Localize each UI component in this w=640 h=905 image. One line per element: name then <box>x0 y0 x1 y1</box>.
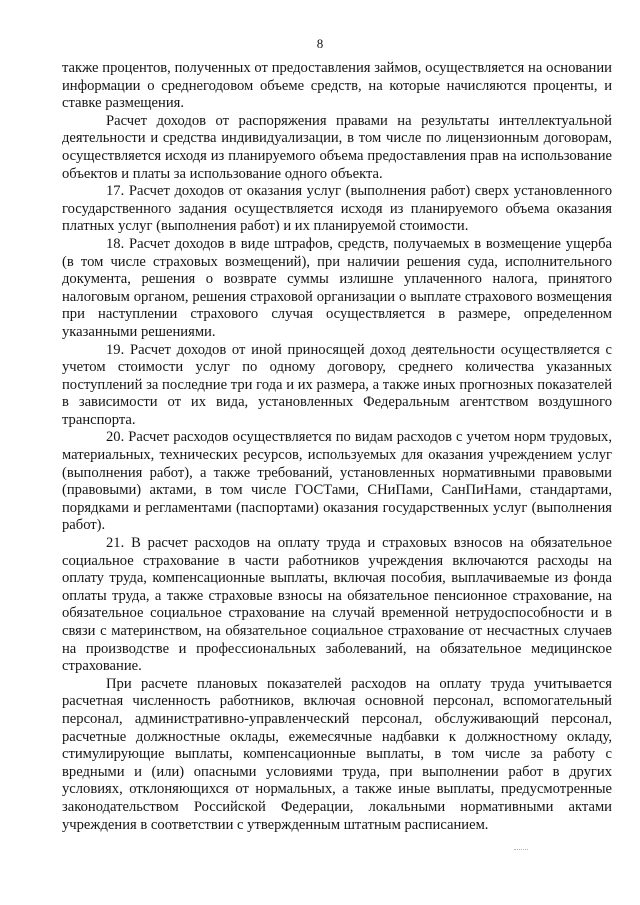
page-number: 8 <box>316 36 324 51</box>
paragraph-21: 21. В расчет расходов на оплату труда и страховых взносов на обязательное социальное страхование в части работников учреждения включаются расходы на оплату труда, компенсационные выплаты, включая пособия, выплачиваемые из фонда оплаты труда, а также страховые взносы на обязательное пенсионное страхование, на обязательное социальное страхование на случай временной нетрудоспособности и в связи с материнством, на обязательное социальное страхование от несчастных случаев на производстве и профессиональных заболеваний, на обязательное медицинское страхование. <box>62 535 612 675</box>
paragraph-20: 20. Расчет расходов осуществляется по видам расходов с учетом норм трудовых, материальных, технических ресурсов, используемых для оказания учреждением услуг (выполнения работ), а также требований, установленных нормативными правовыми (правовыми) актами, в том числе ГОСТами, СНиПами, СанПиНами, стандартами, порядками и регламентами (паспортами) оказания государственных услуг (выполнения работ). <box>62 429 612 534</box>
paragraph-intellectual-property-income: Расчет доходов от распоряжения правами на результаты интеллектуальной деятельности и средства индивидуализации, в том числе по лицензионным договорам, осуществляется исходя из планируемого объема предоставления прав на использование объектов и платы за использование одного объекта. <box>62 112 612 182</box>
paragraph-18: 18. Расчет доходов в виде штрафов, средств, получаемых в возмещение ущерба (в том числе страховых возмещений), при наличии решения суда, исполнительного документа, решения о возврате суммы излишне уплаченного налога, принятого налоговым органом, решения страховой организации о выплате страхового возмещения при наступлении страхового случая осуществляется в размере, определенном указанными решениями. <box>62 235 612 340</box>
document-body <box>62 60 612 834</box>
paragraph-payroll-calculation: При расчете плановых показателей расходов на оплату труда учитывается расчетная численность работников, включая основной персонал, вспомогательный персонал, административно-управленческий персонал, обслуживающий персонал, расчетные должностные оклады, ежемесячные надбавки к должностному окладу, стимулирующие выплаты, компенсационные выплаты, в том числе за работу с вредными и (или) опасными условиями труда, при выполнении работ в других условиях, отклоняющихся от нормальных, а также иные выплаты, предусмотренные законодательством Российской Федерации, локальными нормативными актами учреждения в соответствии с утвержденным штатным расписанием. <box>62 675 612 833</box>
paragraph-continuation: также процентов, полученных от предоставления займов, осуществляется на основании информации о среднегодовом объеме средств, на которые начисляются проценты, и ставке размещения. <box>62 60 612 112</box>
paragraph-17: 17. Расчет доходов от оказания услуг (выполнения работ) сверх установленного государственного задания осуществляется исходя из планируемого объема оказания платных услуг (выполнения работ) и их планируемой стоимости. <box>62 183 612 235</box>
paragraph-19: 19. Расчет доходов от иной приносящей доход деятельности осуществляется с учетом стоимости услуг по одному договору, среднего количества указанных поступлений за последние три года и их размера, а также иных прогнозных показателей в зависимости от их вида, установленных Федеральным агентством воздушного транспорта. <box>62 341 612 428</box>
scan-speck <box>514 849 528 852</box>
